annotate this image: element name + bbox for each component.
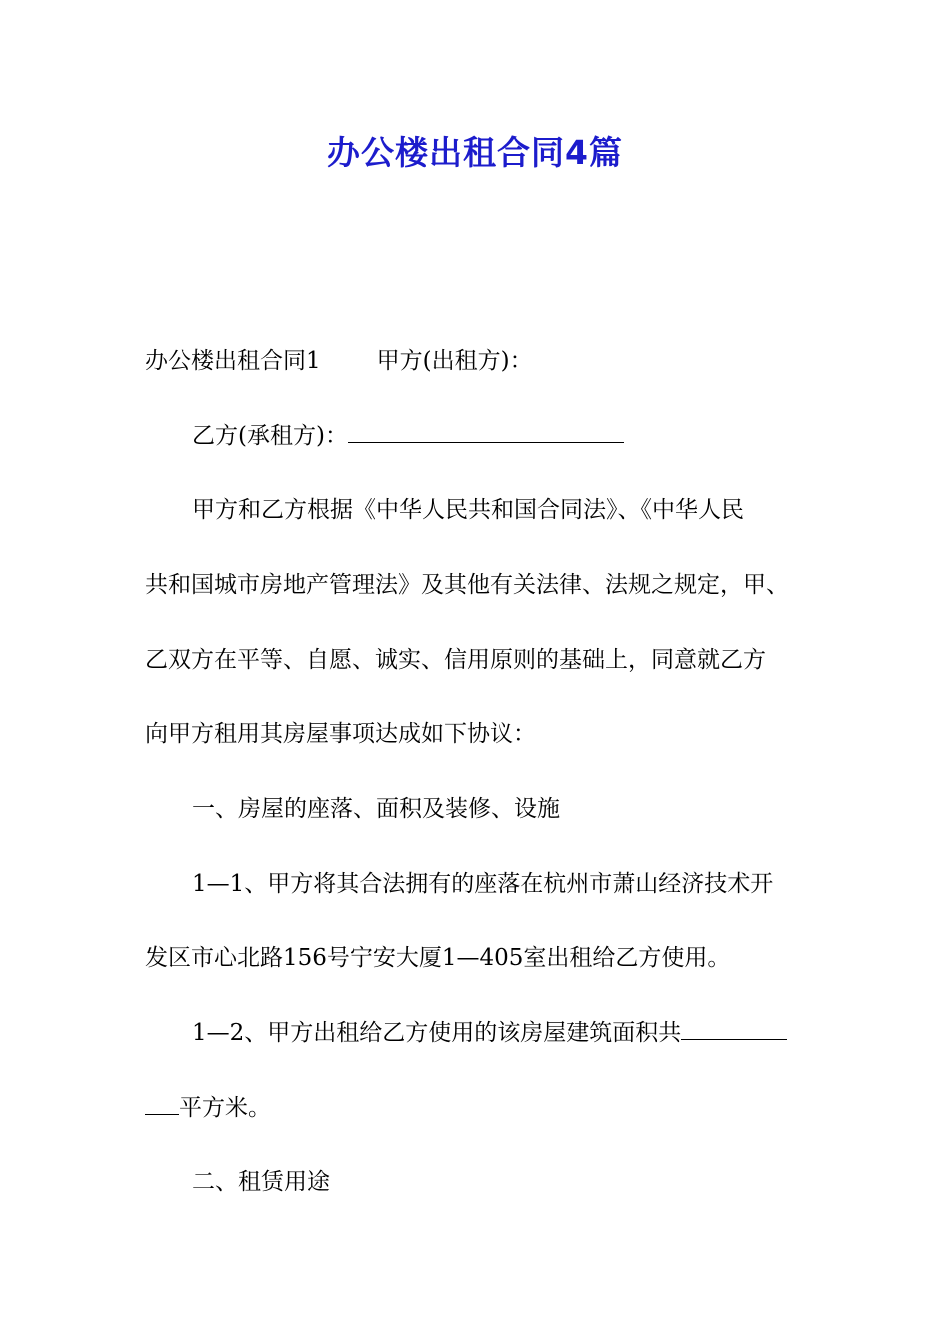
paragraph-line: 乙双方在平等、自愿、诚实、信用原则的基础上，同意就乙方 xyxy=(145,647,766,673)
document-title: 办公楼出租合同4篇 xyxy=(327,133,623,172)
paragraph-line: 共和国城市房地产管理法》及其他有关法律、法规之规定，甲、 xyxy=(145,572,789,598)
contract-number-label: 办公楼出租合同1 xyxy=(145,348,321,374)
paragraph-line: 发区市心北路156号宁安大厦1—405室出租给乙方使用。 xyxy=(145,945,731,971)
section-heading-2: 二、租赁用途 xyxy=(192,1169,330,1195)
paragraph-line: 甲方和乙方根据《中华人民共和国合同法》、《中华人民 xyxy=(192,497,744,523)
party-b-blank xyxy=(348,416,624,443)
party-a-label: 甲方(出租方)： xyxy=(376,348,533,374)
party-b-label: 乙方(承租方)： xyxy=(192,423,348,449)
party-b-line xyxy=(192,416,872,456)
area-label: 1—2、甲方出租给乙方使用的该房屋建筑面积共 xyxy=(192,1020,682,1046)
area-unit-label: 平方米。 xyxy=(179,1095,271,1121)
area-blank xyxy=(681,1013,787,1040)
paragraph-line: 向甲方租用其房屋事项达成如下协议： xyxy=(145,721,536,747)
section-heading-1: 一、房屋的座落、面积及装修、设施 xyxy=(192,796,560,822)
paragraph-line: 1—1、甲方将其合法拥有的座落在杭州市萧山经济技术开 xyxy=(192,871,774,897)
contract-heading-line xyxy=(145,341,825,381)
area-line xyxy=(192,1013,872,1053)
area-unit-line xyxy=(145,1088,825,1128)
area-blank-continued xyxy=(145,1088,179,1115)
